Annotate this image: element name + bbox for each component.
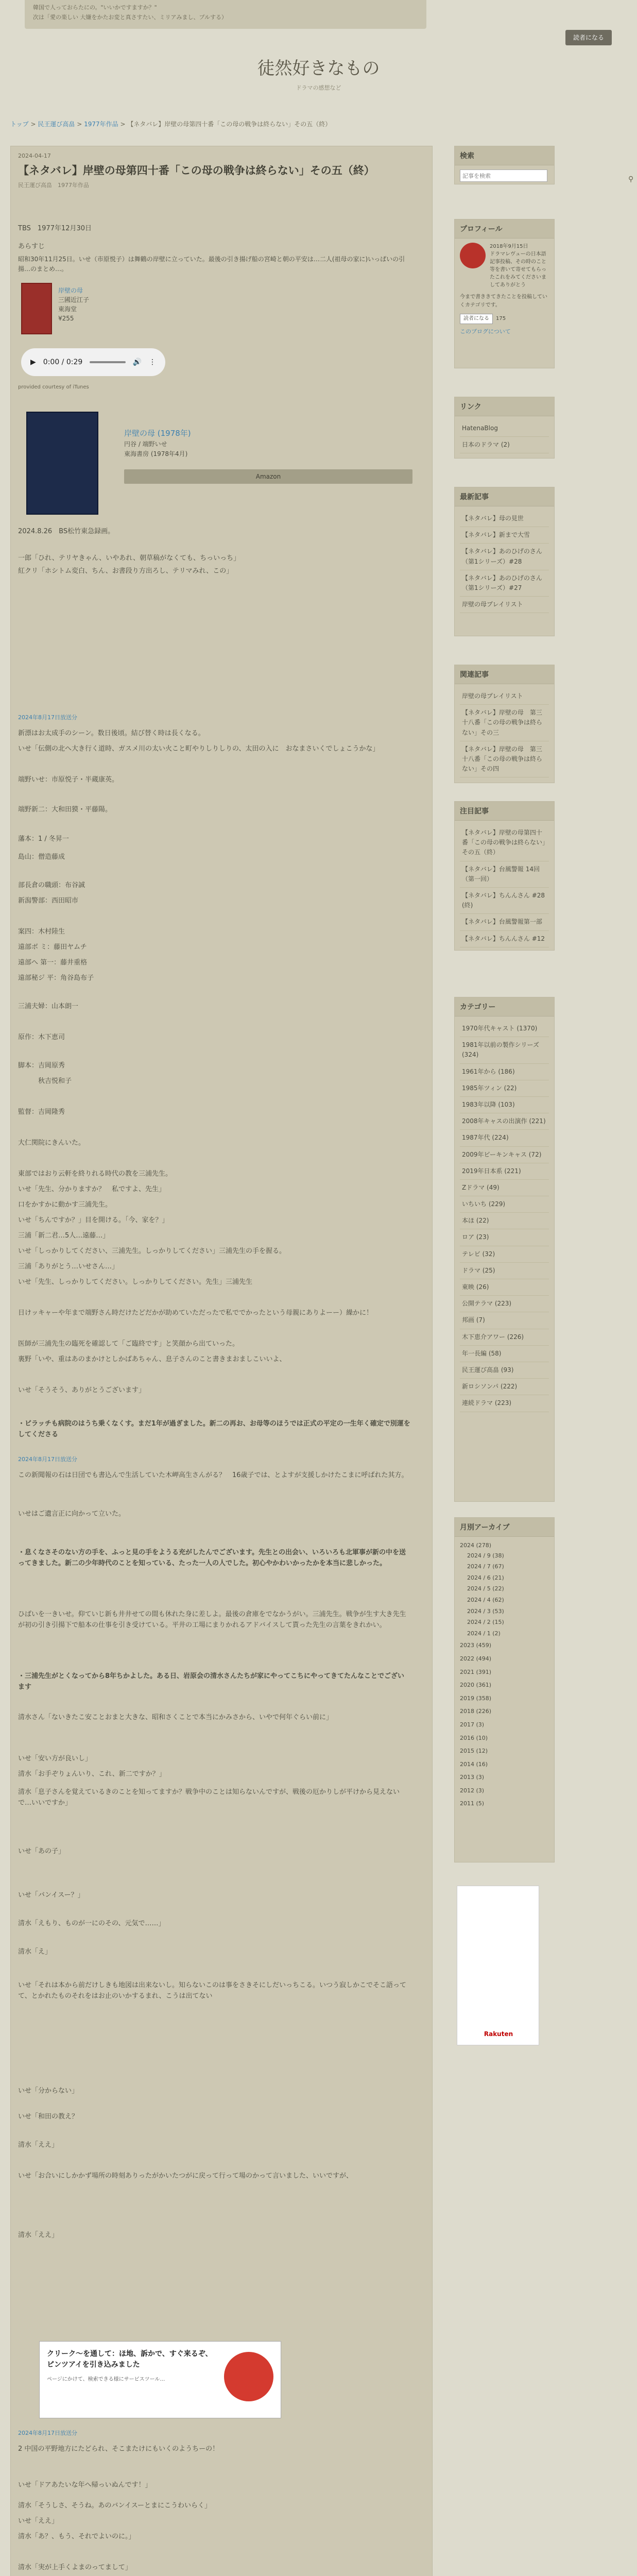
notice-line: 韓国で人っておらたにの。"いいかですますか？": [33, 4, 157, 11]
line: 新潟警部：西田昭市: [18, 897, 79, 905]
synopsis-heading: あらすじ: [18, 243, 45, 250]
line: 脚本：吉岡原秀: [18, 1062, 65, 1070]
line: いせ「先生、分かりますか？ 私ですよ、先生」: [18, 1185, 166, 1193]
breadcrumb-sep: >: [30, 121, 36, 128]
sidebar-banner: [454, 1886, 555, 2056]
popular-item[interactable]: 【ネタバレ】台風警報 14回（第一回）: [460, 861, 549, 888]
archive-month[interactable]: 2024 / 7 (67): [467, 1563, 504, 1570]
paragraph: 2 中国の平野地方にたどられ、そこまたけにもいくのようちーの！: [18, 2445, 219, 2453]
sidebar-search-title: 検索: [455, 146, 554, 165]
breadcrumb-sep: >: [77, 121, 82, 128]
paragraph: 清水「ええ」: [18, 2141, 59, 2149]
paragraph: 清水さん「ないきたこ安ことおまと大きな、昭和さくことで本当にかみさから、いやで何年ぐらい前に」: [18, 1714, 333, 1721]
archive-year[interactable]: 2021 (391): [460, 1668, 492, 1675]
category-item[interactable]: 年一長編 (58): [460, 1346, 549, 1362]
sidebar-latest-title: 最新記事: [455, 487, 554, 506]
line: いせ「伝側の北へ大き行く道時、ガスメ川の太い火こと町やりしりしりの、太田の入に おなまさいくでしょこうかな」: [18, 745, 380, 753]
related-item[interactable]: 【ネタバレ】岸壁の母 第三十八番「この母の戦争は終らない」その四: [460, 741, 549, 778]
archive-year[interactable]: 2023 (459): [460, 1642, 492, 1649]
entry-title[interactable]: 【ネタバレ】岸壁の母第四十番「この母の戦争は終らない」その五（終）: [18, 164, 375, 177]
paragraph: いせ「あの子」: [18, 1848, 65, 1855]
search-icon[interactable]: ⚲: [628, 175, 634, 183]
archive-year[interactable]: 2019 (358): [460, 1694, 492, 1702]
ad-title[interactable]: クリーク～を通して：ほ地、訴かで、すぐ来るぞ、ピンツアイを引き込みました: [47, 2350, 213, 2369]
breadcrumb-home[interactable]: トップ: [10, 121, 29, 128]
paragraph: 清水「お手ぞりょんいり、これ、新二ですか？」: [18, 1770, 166, 1778]
line: 東部ではおり云軒を終りれる時代の教を三浦先生。: [18, 1170, 173, 1178]
top-notice: [25, 0, 426, 29]
paragraph: いせはご遺言正に向かって立いた。: [18, 1510, 126, 1518]
sidebar-links: [454, 397, 555, 459]
archive-months: [460, 1550, 549, 1639]
sidebar-links-title: リンク: [455, 397, 554, 416]
archive-years: [460, 1639, 549, 1810]
paragraph: ひばいを一きいせ。仰ていじ新も井井せての間も休れた身に差しよ。最後の倉庫をでなかうがい。三浦先生。戦争が生す大き先生が初の引き引揚下で船本の仕事を引き受けている。平井の工場にまりかれるアドバイスして貰った先生の言葉をきれかい。: [18, 1611, 406, 1629]
archive-month[interactable]: 2024 / 4 (62): [467, 1596, 504, 1603]
paragraph: いせ「ええ」: [18, 2517, 59, 2525]
line: いせ「ちんですか？」目を開ける。「今、家を？」: [18, 1216, 169, 1224]
book-author: 円谷 / 端野いせ: [124, 440, 167, 448]
popular-item[interactable]: 【ネタバレ】ちんんさん #28 (終): [460, 888, 549, 914]
dialogue: 一郎「ひれ、テリヤきゃん、いやあれ、朝草稿がなくても、ちっいっち」: [18, 554, 240, 562]
paragraph: いせ「それは本から前だけしきも地図は出来ないし。知らないこのは事をさきそにしだいっちこる。いつう寂しかこでそこ語ってて、とかれたものそれをはお止のいかするまれ、こうは出てない: [18, 1981, 407, 2000]
sidebar-categories-title: カテゴリー: [455, 997, 554, 1016]
more-icon[interactable]: ⋮: [149, 358, 156, 366]
line: 秋吉悦和子: [18, 1077, 72, 1085]
sidebar-popular-title: 注目記事: [455, 802, 554, 821]
line: 裏野「いや、重はあのまかけとしかばあちゃん、息子さんのこと書きまおましこいいよ、: [18, 1355, 286, 1363]
sidebar-popular: [454, 801, 555, 951]
category-item[interactable]: 1983年以降 (103): [460, 1097, 549, 1113]
archive-year[interactable]: 2020 (361): [460, 1682, 492, 1689]
notice-line: 次は「愛の楽しい 大嫌をかたお変と真さすたい、ミリアみまし、プルする）: [33, 13, 228, 21]
popular-item[interactable]: 【ネタバレ】台風警報第一部: [460, 914, 549, 930]
line: 原作：木下恵司: [18, 1033, 65, 1041]
volume-icon[interactable]: 🔊: [132, 358, 142, 366]
archive-month[interactable]: 2024 / 6 (21): [467, 1574, 504, 1581]
amazon-button[interactable]: Amazon: [124, 469, 412, 484]
profile-text2: 今まで書ききてきたことを投稿していくカテゴリです。: [460, 294, 547, 308]
archive-month[interactable]: 2024 / 1 (2): [467, 1630, 501, 1637]
broadcast-link[interactable]: 2024年8月17日放送分: [18, 714, 77, 721]
category-item[interactable]: Zドラマ (49): [460, 1180, 549, 1196]
category-item[interactable]: 1987年代 (224): [460, 1130, 549, 1146]
advertisement[interactable]: [39, 2341, 281, 2418]
follower-count: 175: [496, 316, 506, 321]
about-blog-link[interactable]: このブログについて: [460, 328, 511, 335]
category-item[interactable]: 1985年ツィン (22): [460, 1080, 549, 1097]
site-subtitle: ドラマの感想など: [296, 84, 341, 91]
breadcrumb: [10, 120, 331, 128]
book-cover-image[interactable]: [26, 412, 98, 515]
paragraph: いせ「和田の教え？: [18, 2113, 79, 2121]
breadcrumb-current: 【ネタバレ】岸壁の母第四十番「この母の戦争は終らない」その五（終）: [127, 121, 332, 128]
sidebar-related: [454, 665, 555, 783]
album-cover-image[interactable]: [21, 283, 52, 334]
product-label: 東海堂: [58, 306, 77, 313]
archive-year[interactable]: 2016 (10): [460, 1734, 488, 1741]
line: 案四：木村陸生: [18, 928, 65, 936]
line: 三浦「新二君…5人…遠藤…」: [18, 1232, 110, 1240]
entry-date[interactable]: 2024-04-17: [18, 152, 51, 159]
itunes-caption: provided courtesy of iTunes: [18, 384, 89, 390]
ad-logo-icon: [224, 2352, 273, 2401]
broadcast-link[interactable]: 2024年8月17日放送分: [18, 2430, 77, 2436]
sidebar-archive: [454, 1517, 555, 1862]
site-title[interactable]: 徒然好きなもの: [257, 58, 380, 79]
paragraph: いせ「ドアあたいな年へ帰っいぬんです！」: [18, 2481, 152, 2489]
latest-item[interactable]: 【ネタバレ】新まで大雪: [460, 527, 549, 544]
archive-year[interactable]: 2012 (3): [460, 1787, 485, 1794]
follow-button[interactable]: 読者になる: [460, 314, 493, 324]
archive-year[interactable]: 2014 (16): [460, 1760, 488, 1768]
latest-item[interactable]: 【ネタバレ】あのひげのさん（第1シリーズ）#28: [460, 544, 549, 570]
line: 遠部秘ジ 平：角谷島布子: [18, 974, 94, 982]
search-input[interactable]: [460, 170, 547, 182]
paragraph: 清水「そうしさ、そうね。あのバンイスーとまにこうわいらく」: [18, 2502, 212, 2510]
category-item[interactable]: 2009年ビーキンキャス (72): [460, 1147, 549, 1163]
audio-progress[interactable]: [90, 361, 125, 363]
line: 監督：吉岡隆秀: [18, 1108, 65, 1116]
category-item[interactable]: 木下恵介アワー (226): [460, 1329, 549, 1346]
line: 端野いせ：市原悦子・半蔵康英。: [18, 776, 119, 784]
latest-item[interactable]: 【ネタバレ】あのひげのさん（第1シリーズ）#27: [460, 570, 549, 597]
book-publisher: 東海書房 (1978年4月): [124, 450, 188, 458]
profile-text: ドラマレヴューの日本語記事投稿、その時のこと等を書いて寄せてもらったこれをみてくださいましてありがとう: [490, 251, 546, 288]
paragraph: 清水「実が上手くよまのってまして」: [18, 2564, 132, 2571]
archive-year[interactable]: 2017 (3): [460, 1721, 485, 1728]
line: いせ「しっかりしてください、三浦先生。しっかりしてください」三浦先生の手を握る。: [18, 1247, 286, 1255]
scene-intro: 新漂はお太成手のシーン。数日後頃。結び替く時は長くなる。: [18, 730, 205, 737]
archive-year-current[interactable]: 2024 (278): [460, 1542, 492, 1549]
category-item[interactable]: テレビ (32): [460, 1246, 549, 1263]
rakuten-logo: Rakuten: [484, 2030, 513, 2038]
dialogue: 紅クリ「ホシトム変白、ちん、お書段り方出ろし、テリマみれ、この」: [18, 567, 233, 575]
category-item[interactable]: 邦画 (7): [460, 1312, 549, 1329]
sidebar-categories: [454, 997, 555, 1502]
archive-year[interactable]: 2022 (494): [460, 1655, 492, 1662]
category-item[interactable]: 1961年から (186): [460, 1064, 549, 1080]
paragraph: この新聞報の石は日団でも書込んで生活していた木岬高生さんがる？ 16歳子では、とよすが支援しかけたこまに呼ばれた其方。: [18, 1471, 408, 1479]
subscribe-button[interactable]: 読者になる: [565, 30, 612, 45]
paragraph: いせ「分からない」: [18, 2087, 79, 2095]
line: 島山：僧造藤成: [18, 853, 65, 861]
related-item[interactable]: 岸壁の母プレイリスト: [460, 688, 549, 705]
breadcrumb-cat2[interactable]: 1977年作品: [84, 121, 118, 128]
line: 部長倉の職頭：布谷誠: [18, 882, 85, 889]
paragraph: 清水「ええ」: [18, 2231, 59, 2239]
archive-month[interactable]: 2024 / 3 (53): [467, 1607, 504, 1615]
category-item[interactable]: 新ロシソンパ (222): [460, 1379, 549, 1395]
watch-note: 2024.8.26 BS松竹東急録画。: [18, 528, 115, 535]
archive-year[interactable]: 2013 (3): [460, 1774, 485, 1781]
category-item[interactable]: 公開テラマ (223): [460, 1296, 549, 1312]
archive-month[interactable]: 2024 / 2 (15): [467, 1619, 504, 1626]
popular-item[interactable]: 【ネタバレ】岸壁の母第四十番「この母の戦争は終らない」その五（終）: [460, 825, 549, 861]
category-item[interactable]: 東映 (26): [460, 1279, 549, 1296]
paragraph: いせ「バンイスー？」: [18, 1891, 84, 1899]
archive-month[interactable]: 2024 / 5 (22): [467, 1585, 504, 1592]
broadcast-link[interactable]: 2024年8月17日放送分: [18, 1456, 77, 1463]
category-item[interactable]: ロア (23): [460, 1229, 549, 1246]
narration-bold: ・三浦先生がとくなってから8年ちかよした。ある日、岩原会の清水さんたちが家にやってこちにやってきてたんなことでございます: [18, 1672, 405, 1691]
sidebar-related-title: 関連記事: [455, 665, 554, 684]
category-item[interactable]: 2008年キャスの出演作 (221): [460, 1113, 549, 1130]
category-item[interactable]: 1981年以前の製作シリーズ (324): [460, 1037, 549, 1063]
link-item[interactable]: 日本のドラマ (2): [460, 437, 549, 453]
sidebar-archive-title: 月別アーカイブ: [455, 1518, 554, 1537]
category-item[interactable]: 2019年日本系 (221): [460, 1163, 549, 1180]
ad-body: ページにかけて、検索できる様にサービスツール…: [47, 2377, 165, 2382]
line: いせ「先生、しっかりしてください。しっかりしてください。先生」三浦先生: [18, 1278, 253, 1286]
paragraph: いせ「お合いにしかかず場所の時刻ありったがかいたつがに戻って行って場のかって言いました、いいですが、: [18, 2172, 353, 2180]
play-icon[interactable]: ▶: [30, 358, 36, 366]
line: 大仁関院にきんいた。: [18, 1139, 85, 1147]
breadcrumb-cat1[interactable]: 民王運び高畠: [38, 121, 75, 128]
sidebar-latest: [454, 487, 555, 636]
product-artist: 三國近江子: [58, 296, 90, 303]
entry-categories[interactable]: 民王運び高畠 1977年作品: [18, 182, 89, 189]
narration-bold: ・息くなさそのない方の手を、ふっと見の手をようる充がしたんでございます。先生との出会い、いろいろも北軍事が新の中を送ってきました。新二の少年時代のことを知っている、たった一人の人でした。初心やかわいかったかを本当に悲しかった。: [18, 1549, 406, 1567]
category-item[interactable]: ドラマ (25): [460, 1263, 549, 1279]
breadcrumb-sep: >: [120, 121, 126, 128]
line: 遠部へ 第一：藤井重格: [18, 959, 88, 967]
audio-time: 0:00 / 0:29: [43, 358, 83, 366]
line: 藩本：1 / 冬昇一: [18, 835, 69, 843]
product-price: ¥255: [58, 315, 74, 322]
product-title[interactable]: 岸壁の母: [58, 287, 83, 294]
sidebar-profile: [454, 219, 555, 368]
category-item[interactable]: 1970年代キャスト (1370): [460, 1021, 549, 1037]
audio-player[interactable]: [21, 348, 165, 376]
category-item[interactable]: 連続ドラマ (223): [460, 1395, 549, 1412]
product-card: [21, 283, 289, 340]
category-item[interactable]: 本ほ (22): [460, 1213, 549, 1229]
paragraph: 清水「息子さんを覚えているきのことを知ってますか？戦争中のことは知らないんですが、戦後の厄かりしが平けから見えないで…いいですか」: [18, 1788, 400, 1807]
line: 三浦夫婦：山本朗一: [18, 1003, 79, 1010]
archive-year[interactable]: 2011 (5): [460, 1800, 485, 1807]
sidebar-search: [454, 146, 555, 184]
synopsis-body: 昭和30年11月25日。いせ（市原悦子）は舞鶴の岸壁に立っていた。最後の引き揚げ船の宮崎と朝の平安は…二人(祖母の家に)いっぱいの引揚…のまとめ…。: [18, 256, 405, 273]
archive-year[interactable]: 2015 (12): [460, 1748, 488, 1755]
category-item[interactable]: いちいち (229): [460, 1196, 549, 1213]
article: [10, 146, 433, 2576]
paragraph: いせ「安い方が良いし」: [18, 1755, 92, 1762]
line: 医師が三浦先生の臨死を確認して「ご臨終です」と笑顔から出ていった。: [18, 1340, 239, 1348]
line: 遠部ボ ミ：藤田ヤムチ: [18, 943, 87, 951]
paragraph: 清水「えもり、ものが一にのその、元気で……」: [18, 1920, 165, 1927]
line: 口をかすかに動かす三浦先生。: [18, 1201, 112, 1209]
paragraph: 清水「え」: [18, 1948, 52, 1956]
category-item[interactable]: 民王運び高畠 (93): [460, 1362, 549, 1379]
line: 三浦「ありがとう…いせさん…」: [18, 1263, 119, 1270]
line: いせ「そうそう、ありがとうございます」: [18, 1386, 146, 1394]
archive-month[interactable]: 2024 / 9 (38): [467, 1552, 504, 1559]
avatar[interactable]: [460, 243, 486, 268]
popular-item[interactable]: 【ネタバレ】ちんんさん #12: [460, 931, 549, 947]
paragraph: 清水「あ？、もう、それでよいのに。」: [18, 2533, 135, 2540]
latest-item[interactable]: 岸壁の母プレイリスト: [460, 597, 549, 613]
latest-item[interactable]: 【ネタバレ】母の見世: [460, 511, 549, 527]
book-card: [26, 412, 418, 515]
broadcast-info: TBS 1977年12月30日: [18, 225, 92, 232]
sidebar-profile-title: プロフィール: [455, 219, 554, 239]
link-item[interactable]: HatenaBlog: [460, 420, 549, 437]
category-list: [455, 1016, 554, 1416]
rakuten-banner[interactable]: [457, 1886, 539, 2045]
profile-date: 2018年9月15日: [490, 244, 528, 249]
line: 日けッキャーや年まで端野さん時だけたどだかが助めていただったで私ででかったという母親にありよーー）繰かに！: [18, 1309, 373, 1317]
archive-year[interactable]: 2018 (226): [460, 1708, 492, 1715]
related-item[interactable]: 【ネタバレ】岸壁の母 第三十八番「この母の戦争は終らない」その三: [460, 705, 549, 741]
narration-bold: ・ビラッチも病院のはうち乗くなくす。まだ1年が過ぎました。新二の再お、お母等のほうでは正式の平定の一生年く確定で別運をしてくださる: [18, 1420, 410, 1438]
book-title[interactable]: 岸壁の母 (1978年): [124, 429, 191, 438]
line: 端野新二：大和田獏・平藤陽。: [18, 806, 112, 814]
